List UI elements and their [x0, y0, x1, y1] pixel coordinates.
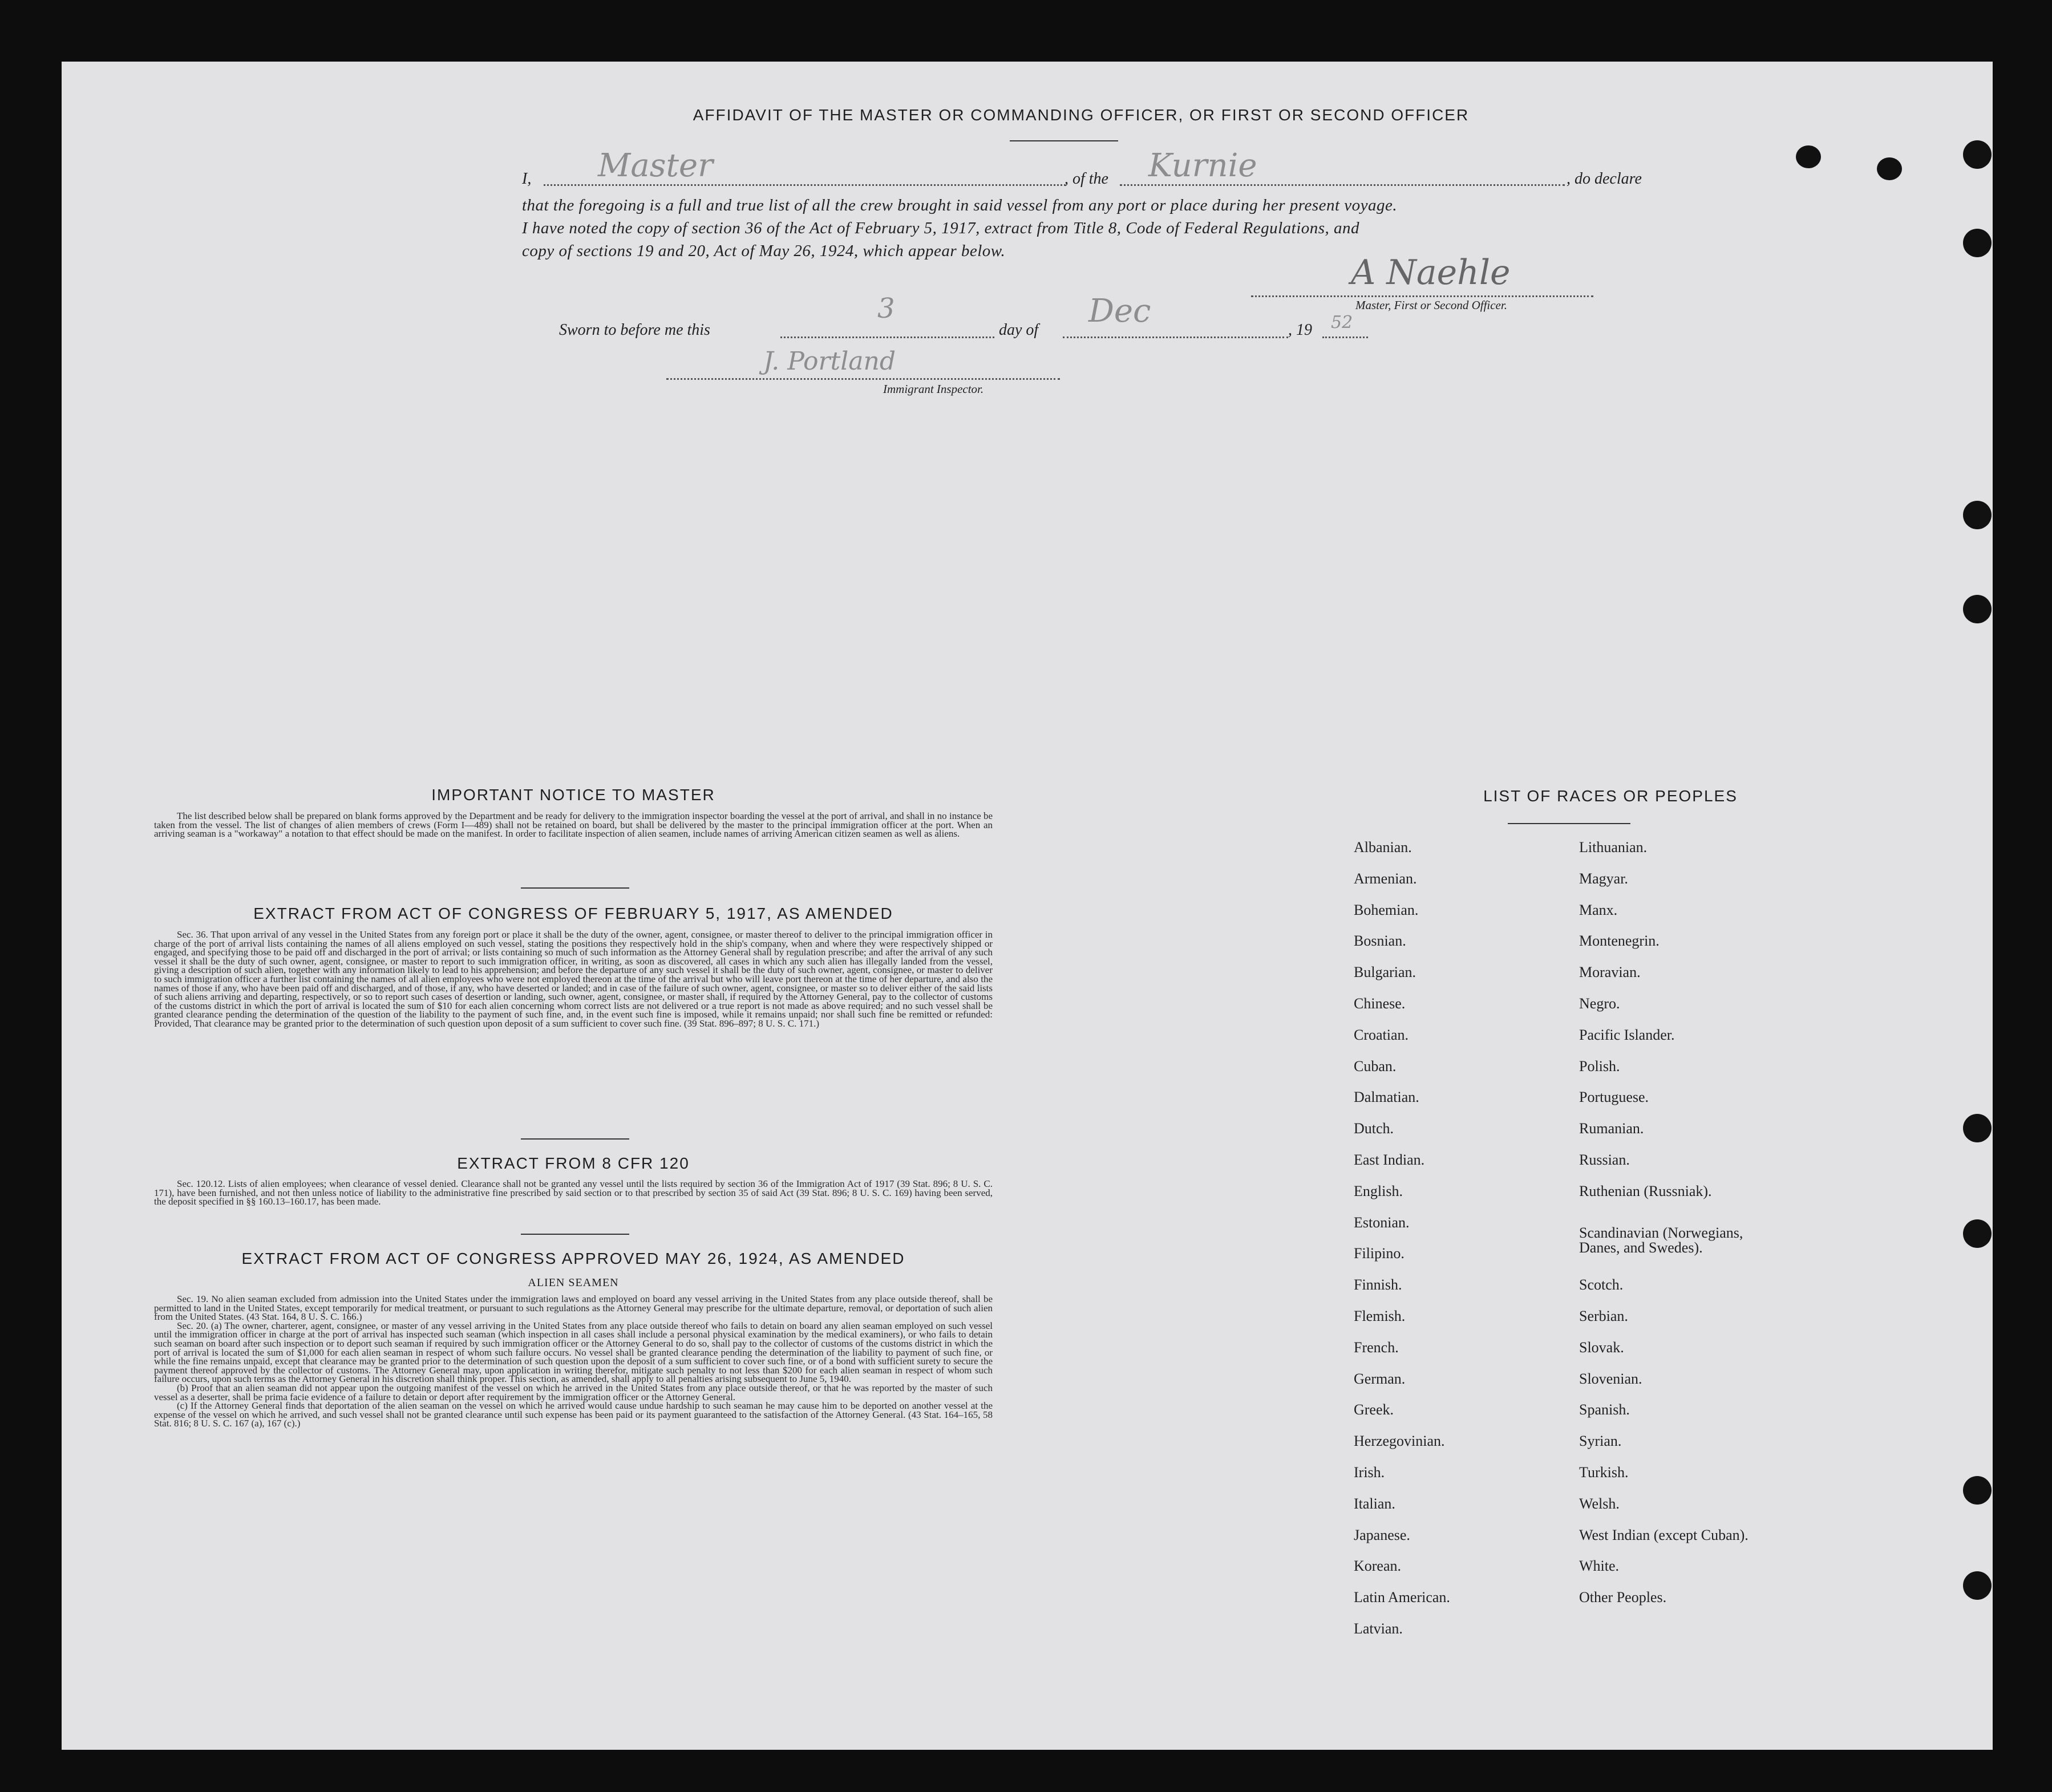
punch-hole: [1877, 157, 1902, 180]
race-item: Negro.: [1579, 995, 1620, 1012]
punch-hole: [1963, 1476, 1992, 1505]
i-label: I,: [522, 170, 532, 188]
race-item: West Indian (except Cuban).: [1579, 1526, 1749, 1543]
race-item: Magyar.: [1579, 870, 1628, 887]
punch-hole: [1963, 501, 1992, 529]
race-item: Japanese.: [1354, 1526, 1410, 1543]
extract-1924-title: EXTRACT FROM ACT OF CONGRESS APPROVED MAY 26, 1924, AS AMENDED: [241, 1250, 905, 1267]
extract-cfr-title: EXTRACT FROM 8 CFR 120: [457, 1154, 690, 1172]
race-item: Serbian.: [1579, 1308, 1628, 1324]
name-field: [544, 184, 1066, 186]
vessel-field: [1120, 184, 1565, 186]
race-item: Turkish.: [1579, 1464, 1629, 1481]
race-item: Dalmatian.: [1354, 1089, 1419, 1106]
title-divider: [1010, 140, 1118, 141]
race-item: Estonian.: [1354, 1214, 1410, 1231]
handwritten-inspector: J. Portland: [763, 347, 896, 376]
race-item: Bohemian.: [1354, 901, 1419, 918]
race-item: Bosnian.: [1354, 933, 1406, 950]
master-caption: Master, First or Second Officer.: [1355, 298, 1507, 312]
of-the-label: , of the: [1065, 170, 1108, 188]
race-item: Montenegrin.: [1579, 933, 1660, 950]
race-item: Finnish.: [1354, 1276, 1402, 1294]
race-item: Greek.: [1354, 1401, 1394, 1418]
race-item: Armenian.: [1354, 870, 1417, 887]
handwritten-vessel: Kurnie: [1148, 147, 1257, 184]
extract-1917-title: EXTRACT FROM ACT OF CONGRESS OF FEBRUARY 5, 1917, AS AMENDED: [253, 905, 893, 922]
affidavit-paragraph: [522, 194, 1623, 262]
handwritten-master-signature: A Naehle: [1351, 253, 1511, 293]
extract-1917-divider: [521, 1138, 629, 1140]
race-item: East Indian.: [1354, 1152, 1425, 1168]
day-of-label: day of: [999, 321, 1039, 339]
race-item: Syrian.: [1579, 1433, 1622, 1450]
extract-cfr-divider: [521, 1234, 629, 1235]
race-item: Scotch.: [1579, 1276, 1624, 1294]
punch-hole: [1963, 1114, 1992, 1142]
handwritten-year: 52: [1331, 313, 1353, 333]
extract-cfr-body: [154, 1179, 993, 1206]
race-item: Filipino.: [1354, 1245, 1405, 1262]
notice-divider: [521, 887, 629, 889]
race-item: Cuban.: [1354, 1057, 1397, 1075]
affidavit-line-1: that the foregoing is a full and true list of all the crew brought in said vessel from any port or place during her present voyage.: [522, 196, 1398, 214]
affidavit-line-3: copy of sections 19 and 20, Act of May 26, 1924, which appear below.: [522, 242, 1006, 260]
document-page: [62, 62, 1993, 1750]
race-item: Pacific Islander.: [1579, 1026, 1675, 1043]
handwritten-day: 3: [877, 293, 895, 325]
sec-19-paragraph: Sec. 19. No alien seaman excluded from admission into the United States under the immigration laws and employed on board any vessel arriving in the United States from any place outside thereof, shall be permitted to land in the United States, except temporarily for medical treatment, or pursuant to such regulations as the Attorney General may prescribe for the ultimate departure, removal, or deportation of such alien from the United States. (43 Stat. 164, 8 U. S. C. 166.): [154, 1294, 993, 1323]
race-item: Flemish.: [1354, 1308, 1406, 1324]
race-item: Moravian.: [1579, 964, 1641, 981]
race-item: Korean.: [1354, 1558, 1402, 1575]
race-item: Herzegovinian.: [1354, 1433, 1445, 1450]
race-item: Other Peoples.: [1579, 1589, 1667, 1606]
race-item: Albanian.: [1354, 839, 1412, 856]
sec-120-12-paragraph: Sec. 120.12. Lists of alien employees; when clearance of vessel denied. Clearance shall not be granted any vessel until the lists required by section 36 of the Immigration Act of 1917 (39 Stat. 896; 8 U. S. C. 171), have been furnished, and not then unless notice of liability to the administrative fine prescribed by said section or to that prescribed by section 35 of said Act (39 Stat. 896; 8 U. S. C. 169) having been served, the deposit specified in §§ 160.13–160.17, has been made.: [154, 1178, 993, 1207]
race-item: French.: [1354, 1339, 1399, 1356]
race-item: Ruthenian (Russniak).: [1579, 1182, 1712, 1199]
sworn-label: Sworn to before me this: [559, 321, 710, 339]
race-item: Chinese.: [1354, 995, 1406, 1012]
master-signature-line: [1251, 295, 1593, 297]
race-item: Croatian.: [1354, 1026, 1409, 1043]
punch-hole: [1796, 145, 1821, 168]
race-item: Irish.: [1354, 1464, 1385, 1481]
sec-36-paragraph: Sec. 36. That upon arrival of any vessel in the United States from any foreign port or place it shall be the duty of the owner, agent, consignee, or master thereof to deliver to the principal immigration officer in charge of the port of arrival lists containing the names of all aliens employed on such vessel, stating the positions they respectively hold in the ship's company, when and where they were respectively shipped or engaged, and specifying those to be paid off and discharged in the port of arrival; or lists containing so much of such information as the Attorney General shall by regulation prescribe; and after the arrival of any such vessel it shall be the duty of such owner, agent, consignee, or master to report to such immigration officer, in writing, as soon as discovered, all cases in which any such alien has illegally landed from the vessel, giving a description of such alien, together with any information likely to lead to his apprehension; and before the departure of any such vessel it shall be the duty of such owner, agent, consignee, or master to deliver to such immigration officer a further list containing the names of all alien employees who were not employed thereon at the time of the arrival but who will leave port thereon at the time of her departure, and also the names of those if any, who have been paid off and discharged, and of those, if any, who have deserted or landed; and in case of the failure of such owner, agent, consignee, or master so to deliver either of the said lists of such aliens arriving and departing, respectively, or so to report such cases of desertion or landing, such owner, agent, consignee, or master shall, if required by the Attorney General, pay to the collector of customs of the customs district in which the port of arrival is located the sum of $10 for each alien concerning whom correct lists are not delivered or a true report is not made as above required; and no such vessel shall be granted clearance pending the determination of the question of the liability to the payment of such fine, and, in the event such fine is imposed, while it remains unpaid; nor shall such fine be remitted or refunded: Provided, That clearance may be granted prior to the determination of such question upon deposit of a sum sufficient to cover such fine. (39 Stat. 896–897; 8 U. S. C. 171.): [154, 929, 993, 1029]
handwritten-month: Dec: [1088, 293, 1151, 330]
race-item: German.: [1354, 1370, 1406, 1387]
punch-hole: [1963, 229, 1992, 257]
extract-1924-body: [154, 1295, 993, 1428]
race-item: Latin American.: [1354, 1589, 1450, 1606]
handwritten-name: Master: [598, 147, 713, 184]
year-field: [1322, 336, 1368, 338]
race-item: White.: [1579, 1558, 1620, 1575]
notice-body: [154, 812, 993, 838]
races-title: LIST OF RACES OR PEOPLES: [1483, 787, 1738, 805]
extract-1917-body: [154, 930, 993, 1028]
punch-hole: [1963, 1219, 1992, 1248]
do-declare-label: , do declare: [1567, 170, 1642, 188]
inspector-caption: Immigrant Inspector.: [883, 382, 984, 396]
race-item: Lithuanian.: [1579, 839, 1648, 856]
punch-hole: [1963, 595, 1992, 623]
race-item: Italian.: [1354, 1495, 1395, 1512]
affidavit-line-2: I have noted the copy of section 36 of the Act of February 5, 1917, extract from Title 8, Code of Federal Regulations, and: [522, 219, 1360, 237]
race-item: Dutch.: [1354, 1120, 1394, 1137]
extract-1924-subtitle: ALIEN SEAMEN: [528, 1276, 619, 1289]
punch-hole: [1963, 1571, 1992, 1600]
race-item: Scandinavian (Norwegians, Danes, and Swedes).: [1579, 1224, 1743, 1256]
year-prefix-label: , 19: [1288, 321, 1312, 339]
race-item: Polish.: [1579, 1057, 1620, 1075]
race-item: Rumanian.: [1579, 1120, 1644, 1137]
race-item: Slovenian.: [1579, 1370, 1642, 1387]
notice-title: IMPORTANT NOTICE TO MASTER: [431, 786, 715, 804]
notice-paragraph: The list described below shall be prepared on blank forms approved by the Department and be ready for delivery to the immigration inspector boarding the vessel at the port of arrival, and shall in no instance be taken from the vessel. The list of changes of alien members of crews (Form I—489) shall not be retained on board, but shall be delivered by the master to the principal immigration officer at the port. When an arriving seaman is a "workaway" a notation to that effect should be made on the manifest. In order to facilitate inspection of alien seamen, include names of arriving American citizen seamen as well as aliens.: [154, 810, 993, 840]
races-divider: [1508, 823, 1630, 824]
race-item: Bulgarian.: [1354, 964, 1416, 981]
race-item: Slovak.: [1579, 1339, 1624, 1356]
day-field: [780, 336, 994, 338]
race-item: Portuguese.: [1579, 1089, 1649, 1106]
race-item: Spanish.: [1579, 1401, 1630, 1418]
race-item: English.: [1354, 1182, 1403, 1199]
month-field: [1063, 336, 1288, 338]
sec-20b-paragraph: (b) Proof that an alien seaman did not appear upon the outgoing manifest of the vessel on which he arrived in the United States from any place outside thereof, or that he was reported by the master of such vessel as a deserter, shall be prima facie evidence of a failure to detain or deport after requirement by the immigration officer or the Attorney General.: [154, 1382, 993, 1402]
affidavit-title: AFFIDAVIT OF THE MASTER OR COMMANDING OFFICER, OR FIRST OR SECOND OFFICER: [693, 106, 1470, 124]
inspector-signature-line: [666, 378, 1060, 380]
race-item: Manx.: [1579, 901, 1618, 918]
punch-hole: [1963, 140, 1992, 169]
race-item: Welsh.: [1579, 1495, 1620, 1512]
sec-20a-paragraph: Sec. 20. (a) The owner, charterer, agent, consignee, or master of any vessel arriving in the United States from any place outside thereof who fails to detain on board any alien seaman employed on such vessel until the immigration officer in charge at the port of arrival has inspected such seaman (which inspection in all cases shall include a personal physical examination by the medical examiners), or who fails to detain such seaman on board after such inspection or to deport such seaman if required by such immigration officer or the Attorney General to do so, shall pay to the collector of customs of the customs district in which the port of arrival is located the sum of $1,000 for each alien seaman in respect of whom such failure occurs. No vessel shall be granted clearance pending the determination of the liability to payment of such fine, or while the fine remains unpaid, except that clearance may be granted prior to the determination of such question upon the deposit of a sum sufficient to cover such fine, or of a bond with sufficient surety to secure the payment thereof approved by the collector of customs. The Attorney General may, upon application in writing therefor, mitigate such penalty to not less than $200 for each alien seaman in respect of whom such failure occurs, upon such terms as the Attorney General in his discretion shall think proper. This section, as amended, shall apply to all penalties arising subsequent to June 5, 1940.: [154, 1320, 993, 1385]
sec-20c-paragraph: (c) If the Attorney General finds that deportation of the alien seaman on the vessel on which he arrived would cause undue hardship to such seaman he may cause him to be deported on another vessel at the expense of the vessel on which he arrived, and such vessel shall not be granted clearance until such expense has been paid or its payment guaranteed to the satisfaction of the Attorney General. (43 Stat. 164–165, 58 Stat. 816; 8 U. S. C. 167 (a), 167 (c).): [154, 1400, 993, 1429]
race-item: Latvian.: [1354, 1620, 1403, 1637]
race-item: Russian.: [1579, 1152, 1630, 1168]
